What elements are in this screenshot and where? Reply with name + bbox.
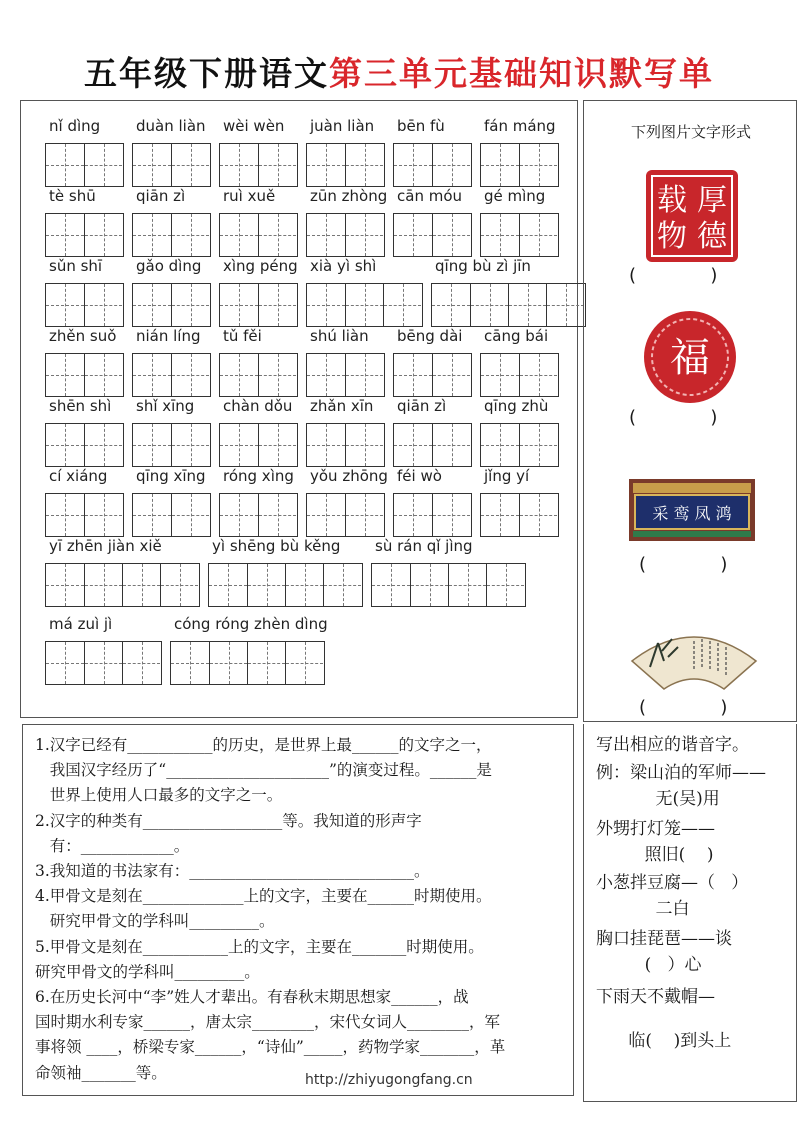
writing-grid[interactable]: [132, 493, 211, 537]
writing-cell[interactable]: [46, 564, 84, 606]
pinyin-label: zhěn suǒ: [49, 327, 117, 345]
writing-cell[interactable]: [307, 494, 345, 536]
pinyin-writing-panel: [20, 100, 578, 718]
pinyin-label: shú liàn: [310, 327, 369, 345]
writing-cell[interactable]: [133, 284, 171, 326]
writing-cell[interactable]: [481, 214, 519, 256]
pinyin-label: qiān zì: [136, 187, 186, 205]
pinyin-label: duàn liàn: [136, 117, 206, 135]
pinyin-label: juàn liàn: [310, 117, 375, 135]
seal-char-1: 厚: [697, 183, 727, 218]
writing-grid[interactable]: [306, 493, 385, 537]
writing-cell[interactable]: [345, 284, 383, 326]
writing-cell[interactable]: [220, 354, 258, 396]
writing-grid[interactable]: [393, 423, 472, 467]
writing-cell[interactable]: [171, 214, 209, 256]
writing-cell[interactable]: [160, 564, 198, 606]
writing-cell[interactable]: [307, 214, 345, 256]
pinyin-label: xìng péng: [223, 257, 298, 275]
round-seal-char: 福: [670, 335, 710, 381]
pinyin-label: má zuì jì: [49, 615, 113, 633]
writing-grid[interactable]: [219, 493, 298, 537]
pinyin-label: bēn fù: [397, 117, 445, 135]
writing-cell[interactable]: [258, 494, 296, 536]
writing-cell[interactable]: [209, 564, 247, 606]
writing-cell[interactable]: [46, 214, 84, 256]
writing-grid[interactable]: [480, 353, 559, 397]
writing-cell[interactable]: [84, 642, 122, 684]
writing-grid[interactable]: [480, 143, 559, 187]
writing-cell[interactable]: [481, 494, 519, 536]
homophone-line: 外甥打灯笼——: [596, 819, 715, 839]
pinyin-label: cí xiáng: [49, 467, 108, 485]
answer-paren-1: ( ): [629, 265, 718, 286]
writing-grid[interactable]: [219, 143, 298, 187]
pinyin-label: nǐ dìng: [49, 117, 101, 135]
writing-grid[interactable]: [219, 423, 298, 467]
writing-cell[interactable]: [220, 284, 258, 326]
page-title: [0, 48, 798, 95]
question-line: 研究甲骨文的学科叫_________。: [35, 962, 260, 981]
writing-cell[interactable]: [470, 284, 508, 326]
writing-cell[interactable]: [46, 424, 84, 466]
answer-paren-4: ( ): [639, 697, 728, 718]
writing-grid[interactable]: [45, 641, 162, 685]
writing-cell[interactable]: [258, 284, 296, 326]
question-line: 国时期水利专家______，唐太宗________，宋代女词人________，军: [35, 1013, 501, 1032]
writing-cell[interactable]: [171, 494, 209, 536]
writing-cell[interactable]: [46, 642, 84, 684]
writing-cell[interactable]: [171, 354, 209, 396]
pinyin-label: fán máng: [484, 117, 556, 135]
writing-cell[interactable]: [432, 424, 470, 466]
fan-calligraphy-image: [628, 621, 760, 693]
writing-grid[interactable]: [132, 143, 211, 187]
writing-cell[interactable]: [258, 144, 296, 186]
writing-grid[interactable]: [132, 423, 211, 467]
question-line: 命领袖_______等。: [35, 1063, 167, 1082]
homophone-line: 胸口挂琵琶——谈: [596, 929, 732, 949]
writing-cell[interactable]: [258, 424, 296, 466]
writing-cell[interactable]: [481, 424, 519, 466]
pinyin-label: qiān zì: [397, 397, 447, 415]
writing-cell[interactable]: [307, 284, 345, 326]
writing-cell[interactable]: [519, 424, 557, 466]
writing-cell[interactable]: [285, 642, 323, 684]
writing-cell[interactable]: [519, 494, 557, 536]
writing-cell[interactable]: [258, 354, 296, 396]
writing-cell[interactable]: [481, 144, 519, 186]
writing-cell[interactable]: [383, 284, 421, 326]
writing-cell[interactable]: [285, 564, 323, 606]
answer-paren-2: ( ): [629, 407, 718, 428]
writing-cell[interactable]: [432, 214, 470, 256]
question-line: 6.在历史长河中“李”姓人才辈出。有春秋末期思想家______，战: [35, 988, 469, 1006]
writing-cell[interactable]: [84, 354, 122, 396]
writing-cell[interactable]: [133, 494, 171, 536]
writing-grid[interactable]: [132, 283, 211, 327]
writing-cell[interactable]: [432, 494, 470, 536]
pinyin-label: nián líng: [136, 327, 201, 345]
pinyin-label: jǐng yí: [484, 467, 530, 485]
fill-in-panel: [22, 724, 574, 1096]
writing-cell[interactable]: [432, 354, 470, 396]
writing-cell[interactable]: [133, 354, 171, 396]
seal-char-2: 德: [697, 219, 727, 254]
homophone-line: 临( )到头上: [596, 1031, 732, 1051]
writing-cell[interactable]: [84, 144, 122, 186]
question-line: 我国汉字经历了“_____________________”的演变过程。______是: [35, 761, 492, 780]
writing-cell[interactable]: [307, 354, 345, 396]
writing-grid[interactable]: [45, 143, 124, 187]
question-line: 有：____________。: [35, 836, 190, 855]
pinyin-label: shēn shì: [49, 397, 112, 415]
writing-grid[interactable]: [45, 283, 124, 327]
question-line: 2.汉字的种类有__________________等。我知道的形声字: [35, 811, 422, 830]
pinyin-label: bēng dài: [397, 327, 463, 345]
pinyin-label: ruì xuě: [223, 187, 276, 205]
writing-cell[interactable]: [258, 214, 296, 256]
writing-cell[interactable]: [410, 564, 448, 606]
writing-grid[interactable]: [306, 283, 423, 327]
writing-cell[interactable]: [122, 564, 160, 606]
writing-grid[interactable]: [306, 423, 385, 467]
pinyin-label: qīng bù zì jīn: [435, 257, 531, 275]
homophone-line: 二白: [596, 899, 690, 919]
pinyin-label: zhǎn xīn: [310, 397, 374, 415]
writing-cell[interactable]: [345, 144, 383, 186]
writing-cell[interactable]: [486, 564, 524, 606]
pinyin-label: tè shū: [49, 187, 96, 205]
question-line: 1.汉字已经有___________的历史，是世界上最______的文字之一，: [35, 736, 492, 754]
image-text-panel: [583, 100, 797, 722]
writing-grid[interactable]: [45, 493, 124, 537]
writing-grid[interactable]: [208, 563, 363, 607]
writing-cell[interactable]: [432, 284, 470, 326]
homophone-line: 下雨天不戴帽—: [596, 987, 715, 1007]
writing-cell[interactable]: [46, 494, 84, 536]
writing-cell[interactable]: [133, 214, 171, 256]
homophone-panel: [583, 724, 797, 1102]
pinyin-label: qīng zhù: [484, 397, 549, 415]
pinyin-label: yì shēng bù kěng: [212, 537, 341, 555]
homophone-line: 写出相应的谐音字。: [596, 735, 749, 755]
writing-cell[interactable]: [220, 144, 258, 186]
writing-grid[interactable]: [45, 423, 124, 467]
writing-cell[interactable]: [432, 144, 470, 186]
writing-cell[interactable]: [46, 354, 84, 396]
writing-grid[interactable]: [219, 213, 298, 257]
writing-cell[interactable]: [481, 354, 519, 396]
pinyin-label: cóng róng zhèn dìng: [174, 615, 328, 633]
writing-grid[interactable]: [306, 143, 385, 187]
writing-cell[interactable]: [345, 354, 383, 396]
watermark-url: http://zhiyugongfang.cn: [305, 1072, 473, 1088]
writing-cell[interactable]: [247, 642, 285, 684]
writing-grid[interactable]: [45, 353, 124, 397]
writing-grid[interactable]: [45, 213, 124, 257]
question-line: 事将领 ____，桥梁专家______，“诗仙”_____，药物学家_______，革: [35, 1038, 506, 1057]
writing-cell[interactable]: [84, 284, 122, 326]
pinyin-label: wèi wèn: [223, 117, 285, 135]
pinyin-label: tǔ fěi: [223, 327, 262, 345]
writing-cell[interactable]: [519, 354, 557, 396]
pinyin-label: cāng bái: [484, 327, 549, 345]
pinyin-label: yī zhēn jiàn xiě: [49, 537, 162, 555]
homophone-line: 照旧( ): [596, 845, 714, 865]
title-part-1: 五年级下册语文: [84, 54, 329, 93]
writing-cell[interactable]: [519, 214, 557, 256]
writing-grid[interactable]: [371, 563, 526, 607]
homophone-line: 小葱拌豆腐—（ ）: [596, 873, 749, 893]
writing-cell[interactable]: [307, 144, 345, 186]
pinyin-label: chàn dǒu: [223, 397, 293, 415]
writing-grid[interactable]: [480, 423, 559, 467]
writing-cell[interactable]: [546, 284, 584, 326]
pinyin-label: xià yì shì: [310, 257, 377, 275]
writing-grid[interactable]: [393, 493, 472, 537]
writing-cell[interactable]: [122, 642, 160, 684]
writing-cell[interactable]: [84, 214, 122, 256]
seal-char-3: 载: [657, 183, 687, 218]
writing-grid[interactable]: [132, 353, 211, 397]
writing-cell[interactable]: [307, 424, 345, 466]
writing-cell[interactable]: [394, 354, 432, 396]
pinyin-label: cān móu: [397, 187, 463, 205]
writing-grid[interactable]: [393, 213, 472, 257]
writing-cell[interactable]: [394, 144, 432, 186]
writing-cell[interactable]: [345, 494, 383, 536]
writing-cell[interactable]: [84, 494, 122, 536]
writing-grid[interactable]: [480, 213, 559, 257]
writing-cell[interactable]: [46, 284, 84, 326]
writing-cell[interactable]: [345, 424, 383, 466]
writing-grid[interactable]: [219, 283, 298, 327]
homophone-line: ( ）心: [596, 955, 702, 975]
writing-cell[interactable]: [46, 144, 84, 186]
writing-cell[interactable]: [508, 284, 546, 326]
writing-cell[interactable]: [323, 564, 361, 606]
writing-cell[interactable]: [171, 642, 209, 684]
homophone-line: 无(吴)用: [596, 789, 720, 809]
question-line: 研究甲骨文的学科叫_________。: [35, 912, 275, 931]
title-part-2: 第三单元基础知识默写单: [329, 54, 714, 93]
pinyin-label: zūn zhòng: [310, 187, 388, 205]
writing-cell[interactable]: [448, 564, 486, 606]
question-line: 3.我知道的书法家有：_____________________________。: [35, 862, 430, 880]
writing-cell[interactable]: [171, 144, 209, 186]
homophone-line: 例：梁山泊的军师——: [596, 763, 766, 783]
writing-grid[interactable]: [170, 641, 325, 685]
writing-cell[interactable]: [133, 144, 171, 186]
round-seal-image: [642, 309, 738, 405]
pinyin-label: qīng xīng: [136, 467, 206, 485]
plaque-text: 采 鸾 凤 鸿: [652, 504, 732, 523]
writing-cell[interactable]: [220, 424, 258, 466]
writing-grid[interactable]: [306, 353, 385, 397]
pinyin-label: róng xìng: [223, 467, 294, 485]
writing-cell[interactable]: [133, 424, 171, 466]
writing-cell[interactable]: [394, 214, 432, 256]
writing-cell[interactable]: [171, 284, 209, 326]
writing-grid[interactable]: [219, 353, 298, 397]
writing-cell[interactable]: [519, 144, 557, 186]
writing-grid[interactable]: [306, 213, 385, 257]
writing-cell[interactable]: [394, 494, 432, 536]
writing-grid[interactable]: [480, 493, 559, 537]
writing-cell[interactable]: [171, 424, 209, 466]
question-line: 4.甲骨文是刻在_____________上的文字，主要在______时期使用。: [35, 887, 492, 906]
pinyin-label: gǎo dìng: [136, 257, 202, 275]
pinyin-label: sǔn shī: [49, 257, 103, 275]
writing-cell[interactable]: [220, 494, 258, 536]
writing-cell[interactable]: [220, 214, 258, 256]
question-line: 5.甲骨文是刻在___________上的文字，主要在_______时期使用。: [35, 937, 484, 956]
writing-cell[interactable]: [247, 564, 285, 606]
writing-grid[interactable]: [431, 283, 586, 327]
writing-cell[interactable]: [84, 424, 122, 466]
seal-char-4: 物: [657, 219, 687, 254]
question-line: 世界上使用人口最多的文字之一。: [35, 786, 283, 805]
image-panel-title: 下列图片文字形式: [630, 123, 751, 141]
pinyin-label: yǒu zhōng: [310, 467, 388, 485]
writing-cell[interactable]: [84, 564, 122, 606]
writing-grid[interactable]: [393, 353, 472, 397]
plaque-image: [629, 479, 755, 541]
answer-paren-3: ( ): [639, 554, 728, 575]
writing-grid[interactable]: [132, 213, 211, 257]
pinyin-label: gé mìng: [484, 187, 546, 205]
pinyin-label: shǐ xīng: [136, 397, 195, 415]
writing-grid[interactable]: [45, 563, 200, 607]
writing-grid[interactable]: [393, 143, 472, 187]
writing-cell[interactable]: [209, 642, 247, 684]
pinyin-label: sù rán qǐ jìng: [375, 537, 473, 555]
writing-cell[interactable]: [345, 214, 383, 256]
pinyin-label: féi wò: [397, 467, 442, 485]
writing-cell[interactable]: [394, 424, 432, 466]
writing-cell[interactable]: [372, 564, 410, 606]
square-seal-image: [644, 168, 740, 264]
